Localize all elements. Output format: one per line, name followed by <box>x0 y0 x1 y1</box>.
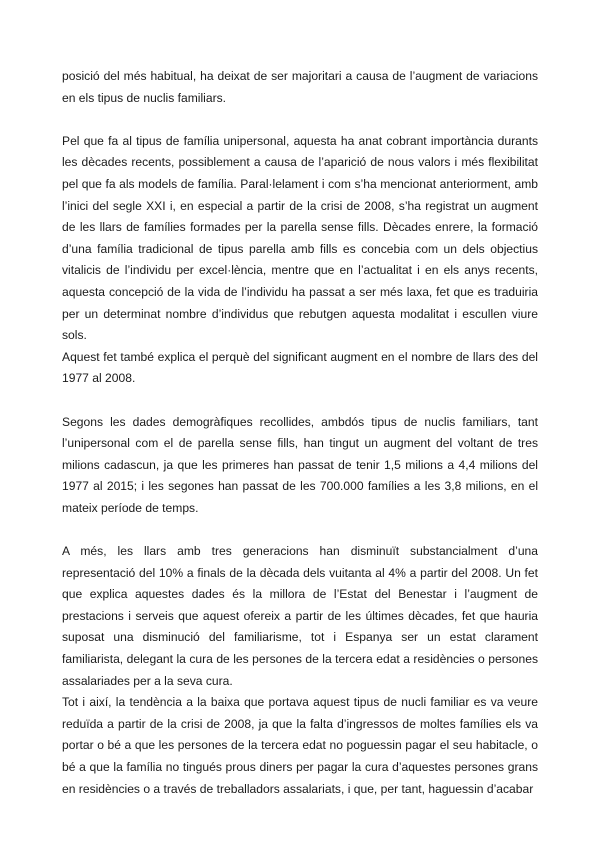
paragraph-family-variations: posició del més habitual, ha deixat de ser majoritari a causa de l’augment de variacions en els tipus de nuclis familiars. <box>62 69 538 105</box>
paragraph-gap <box>62 519 538 541</box>
paragraph-demographic-data: Segons les dades demogràfiques recollides, ambdós tipus de nuclis familiars, tant l’unipersonal com el de parella sense fills, han tingut un augment del voltant de tres milions cadascun, ja que les primeres han passat de tenir 1,5 milions a 4,4 milions del 1977 al 2015; i les segones han passat de les 700.000 famílies a les 3,8 milions, en el mateix període de temps. <box>62 414 538 515</box>
paragraph-crisis-effect: Tot i així, la tendència a la baixa que portava aquest tipus de nucli familiar es va veure reduïda a partir de la crisi de 2008, ja que la falta d’ingressos de moltes famílies els va portar o bé a que les persones de la tercera edat no poguessin pagar el seu habitacle, o bé a que la família no tingués prous diners per pagar la cura d’aquestes persones grans en residències o a través de treballadors assalariats, i que, per tant, haguessin d’acabar <box>62 695 538 796</box>
document-page <box>62 66 538 800</box>
paragraph-gap <box>62 109 538 131</box>
paragraph-three-generation-households: A més, les llars amb tres generacions han disminuït substancialment d’una representació del 10% a finals de la dècada dels vuitanta al 4% a partir del 2008. Un fet que explica aquestes dades és la millora de l’Estat del Benestar i l’augment de prestacions i serveis que aquest ofereix a partir de les últimes dècades, fet que hauria suposat una disminució del familiarisme, tot i Espanya ser un estat clarament familiarista, delegant la cura de les persones de la tercera edat a residències o persones assalariades per a la seva cura. <box>62 544 538 688</box>
paragraph-single-person-households: Pel que fa al tipus de família unipersonal, aquesta ha anat cobrant importància durants les dècades recents, possiblement a causa de l’aparició de nous valors i més flexibilitat pel que fa als models de família. Paral·lelament i com s’ha mencionat anteriorment, amb l’inici del segle XXI i, en especial a partir de la crisi de 2008, s’ha registrat un augment de les llars de famílies formades per la parella sense fills. Dècades enrere, la formació d’una família tradicional de tipus parella amb fills es concebia com un dels objectius vitalicis de l’individu per excel·lència, mentre que en l’actualitat i en els anys recents, aquesta concepció de la vida de l’individu ha passat a ser més laxa, fet que es traduiria per un determinat nombre d’individus que rebutgen aquesta modalitat i escullen viure sols. <box>62 133 538 343</box>
paragraph-gap <box>62 390 538 412</box>
paragraph-household-increase: Aquest fet també explica el perquè del significant augment en el nombre de llars des del 1977 al 2008. <box>62 349 538 386</box>
